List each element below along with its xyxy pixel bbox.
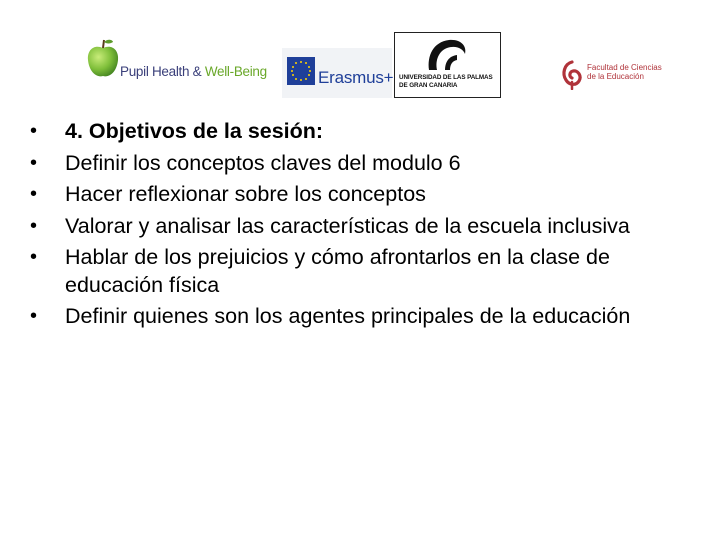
bullet-icon: • — [30, 151, 38, 174]
bullet-icon: • — [30, 246, 38, 268]
eu-flag-icon — [287, 57, 315, 85]
section-heading: 4. Objetivos de la sesión: — [65, 119, 324, 143]
bullet-icon: • — [30, 183, 38, 205]
facultad-swirl-icon — [560, 60, 584, 90]
bullet-icon: • — [30, 305, 38, 327]
ulpgc-logo — [394, 32, 501, 98]
pupil-health-logo-text: Pupil Health & Well-Being — [120, 64, 267, 79]
list-item — [30, 181, 690, 209]
facultad-logo — [560, 60, 690, 94]
erasmus-logo-text: Erasmus+ — [318, 68, 394, 87]
list-item — [30, 213, 690, 241]
list-item-text: Valorar y analisar las características de la escuela inclusiva — [65, 213, 630, 238]
list-item — [30, 118, 690, 146]
list-item-text: Hablar de los prejuicios y cómo afrontarlos en la clase de educación física — [65, 245, 610, 297]
list-item — [30, 303, 690, 331]
slide-content — [30, 118, 690, 335]
list-item-text: Definir quienes son los agentes principales de la educación — [65, 304, 631, 328]
ulpgc-logo-text — [399, 74, 499, 90]
list-item — [30, 244, 690, 299]
facultad-logo-text — [587, 63, 662, 81]
erasmus-plus-logo — [282, 48, 392, 98]
green-apple-icon — [86, 38, 120, 80]
list-item — [30, 150, 690, 178]
ulpgc-emblem-icon — [421, 36, 471, 72]
list-item-text: Hacer reflexionar sobre los conceptos — [65, 182, 426, 206]
objectives-list — [30, 118, 690, 331]
pupil-health-logo — [86, 38, 266, 88]
facultad-line-1: Facultad de Ciencias — [587, 63, 662, 72]
ulpgc-line-1: UNIVERSIDAD DE LAS PALMAS — [399, 74, 493, 81]
facultad-line-2: de la Educación — [587, 72, 644, 81]
list-item-text: Definir los conceptos claves del modulo 6 — [65, 150, 461, 175]
ulpgc-line-2: DE GRAN CANARIA — [399, 82, 458, 89]
bullet-icon: • — [30, 214, 38, 237]
bullet-icon: • — [30, 120, 38, 142]
